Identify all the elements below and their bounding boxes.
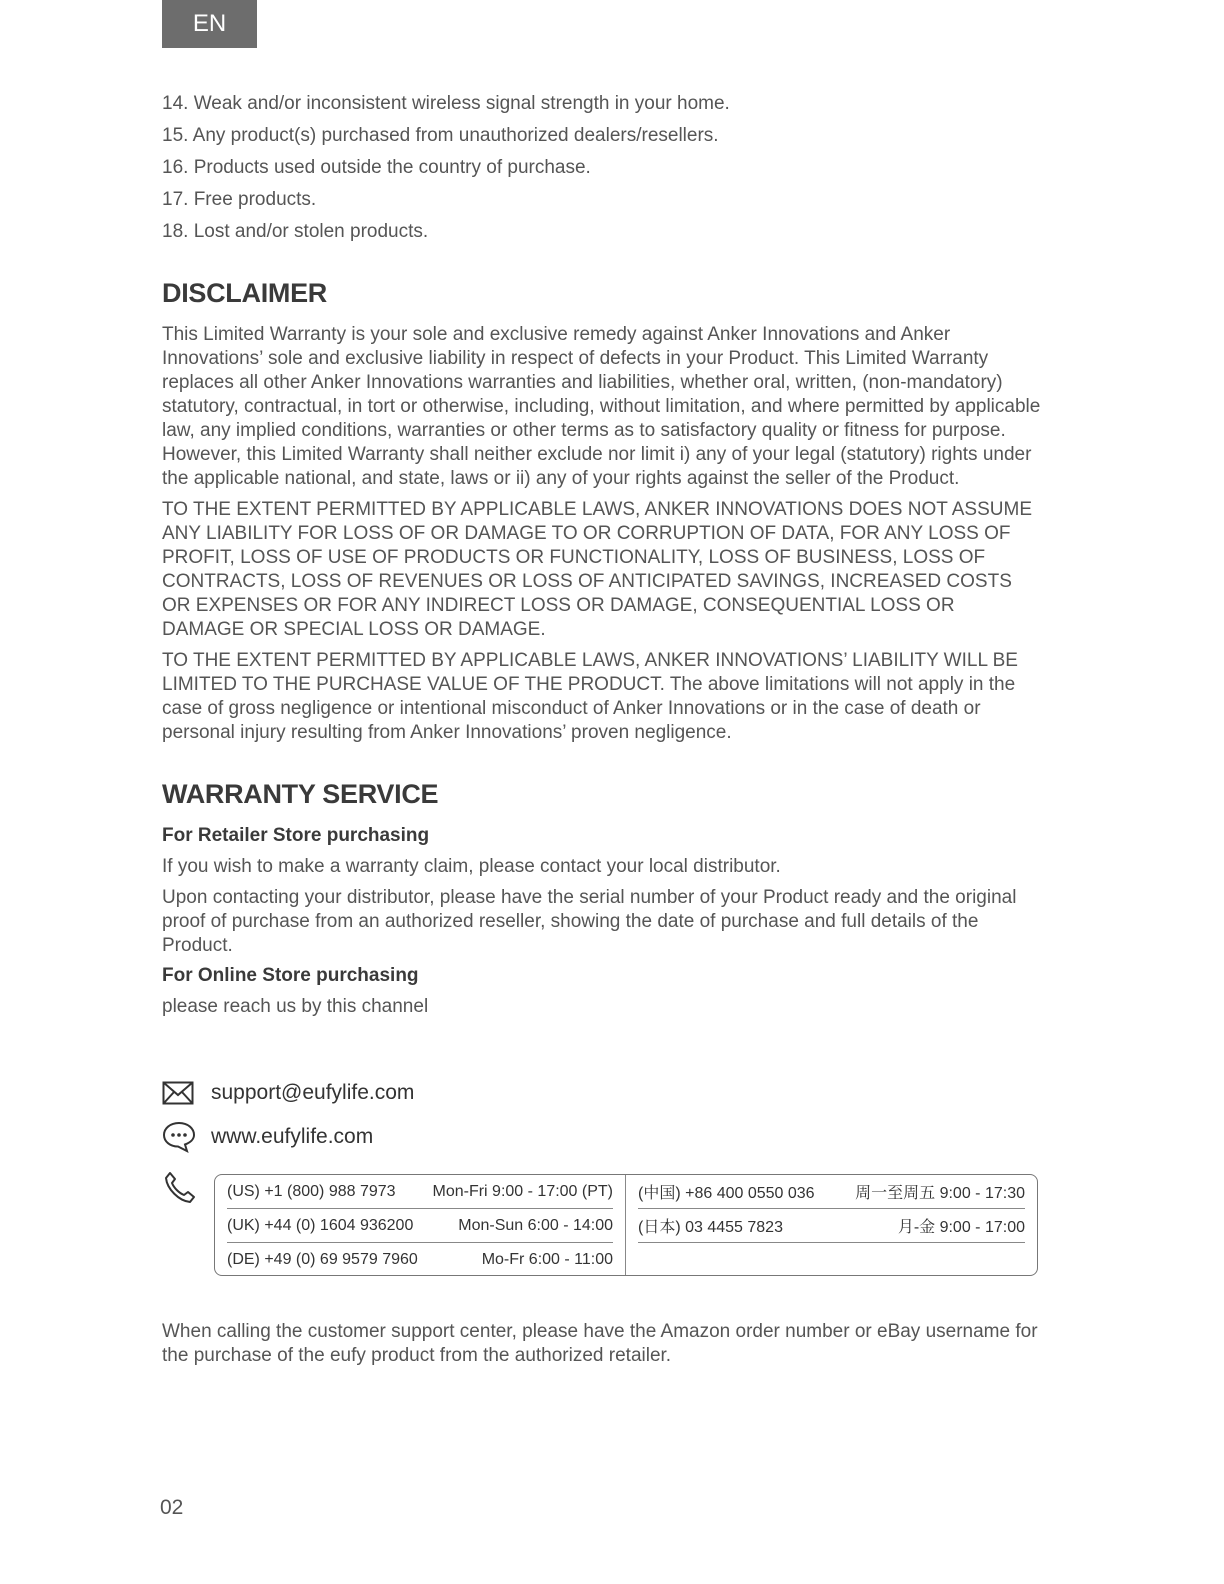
list-item: 17. Free products. <box>162 189 317 210</box>
table-row <box>227 1175 613 1209</box>
online-store-heading: For Online Store purchasing <box>162 965 419 986</box>
phone-hours: Mon-Fri 9:00 - 17:00 (PT) <box>432 1182 613 1200</box>
phone-hours: Mon-Sun 6:00 - 14:00 <box>458 1216 613 1234</box>
retail-paragraph-2: Upon contacting your distributor, please have the serial number of your Product ready and the original proof of purchase from an authorized reseller, showing the date of purchase and full details of the Product. <box>162 887 1017 956</box>
list-item: 18. Lost and/or stolen products. <box>162 221 429 242</box>
phone-hours: 周一至周五 9:00 - 17:30 <box>855 1185 1025 1202</box>
disclaimer-paragraph-3: TO THE EXTENT PERMITTED BY APPLICABLE LAWS, ANKER INNOVATIONS’ LIABILITY WILL BE LIMITED TO THE PURCHASE VALUE OF THE PRODUCT. The above limitations will not apply in the case of gross negligence or intentional misconduct of Anker Innovations or in the case of death or personal injury resulting from Anker Innovations’ proven negligence. <box>162 650 1018 743</box>
page-number: 02 <box>160 1496 184 1519</box>
warranty-service-heading: WARRANTY SERVICE <box>162 779 439 809</box>
disclaimer-heading: DISCLAIMER <box>162 278 327 308</box>
phone-hours: Mo-Fr 6:00 - 11:00 <box>481 1250 613 1268</box>
phone-column-left <box>215 1175 626 1275</box>
table-row <box>638 1209 1025 1243</box>
list-item: 16. Products used outside the country of purchase. <box>162 157 591 178</box>
main-content <box>162 88 1042 1019</box>
email-link[interactable]: support@eufylife.com <box>211 1081 415 1104</box>
list-item: 14. Weak and/or inconsistent wireless signal strength in your home. <box>162 93 730 114</box>
list-item: 15. Any product(s) purchased from unauthorized dealers/resellers. <box>162 125 719 146</box>
exclusions-list <box>162 88 1042 248</box>
phone-icon <box>162 1170 198 1211</box>
web-contact <box>162 1120 1042 1154</box>
retail-store-heading: For Retailer Store purchasing <box>162 825 430 846</box>
chat-bubble-icon <box>162 1122 196 1152</box>
table-row <box>638 1175 1025 1209</box>
footer-note: When calling the customer support center, please have the Amazon order number or eBay username for the purchase of the eufy product from the authorized retailer. <box>162 1321 1038 1366</box>
website-link[interactable]: www.eufylife.com <box>211 1125 374 1148</box>
language-tab: EN <box>162 0 257 48</box>
phone-number[interactable]: (US) +1 (800) 988 7973 <box>227 1182 396 1200</box>
email-contact <box>162 1076 1042 1110</box>
phone-number[interactable]: (日本) 03 4455 7823 <box>638 1219 783 1236</box>
phone-column-right <box>626 1175 1037 1275</box>
phone-number[interactable]: (中国) +86 400 0550 036 <box>638 1185 815 1202</box>
retail-paragraph-1: If you wish to make a warranty claim, please contact your local distributor. <box>162 856 781 877</box>
table-row <box>227 1209 613 1243</box>
table-row <box>227 1243 613 1276</box>
disclaimer-paragraph-1: This Limited Warranty is your sole and exclusive remedy against Anker Innovations and Anker Innovations’ sole and exclusive liability in respect of defects in your Product. This Limited Warranty replaces all other Anker Innovations warranties and liabilities, whether oral, written, (non-mandatory) statutory, contractual, in tort or otherwise, including, without limitation, and where permitted by applicable law, any implied conditions, warranties or other terms as to satisfactory quality or fitness for purpose. However, this Limited Warranty shall neither exclude nor limit i) any of your legal (statutory) rights under the applicable national, and state, laws or ii) any of your rights against the seller of the Product. <box>162 324 1041 489</box>
mail-icon <box>162 1078 196 1108</box>
phone-number[interactable]: (UK) +44 (0) 1604 936200 <box>227 1216 414 1234</box>
phone-hours: 月-金 9:00 - 17:00 <box>897 1219 1025 1236</box>
disclaimer-paragraph-2: TO THE EXTENT PERMITTED BY APPLICABLE LAWS, ANKER INNOVATIONS DOES NOT ASSUME ANY LIABILITY FOR LOSS OF OR DAMAGE TO OR CORRUPTION OF DATA, FOR ANY LOSS OF PROFIT, LOSS OF USE OF PRODUCTS OR FUNCTIONALITY, LOSS OF BUSINESS, LOSS OF CONTRACTS, LOSS OF REVENUES OR LOSS OF ANTICIPATED SAVINGS, INCREASED COSTS OR EXPENSES OR FOR ANY INDIRECT LOSS OR DAMAGE, CONSEQUENTIAL LOSS OR DAMAGE OR SPECIAL LOSS OR DAMAGE. <box>162 499 1032 640</box>
online-paragraph: please reach us by this channel <box>162 996 429 1017</box>
phone-table <box>214 1174 1038 1276</box>
phone-number[interactable]: (DE) +49 (0) 69 9579 7960 <box>227 1250 418 1268</box>
